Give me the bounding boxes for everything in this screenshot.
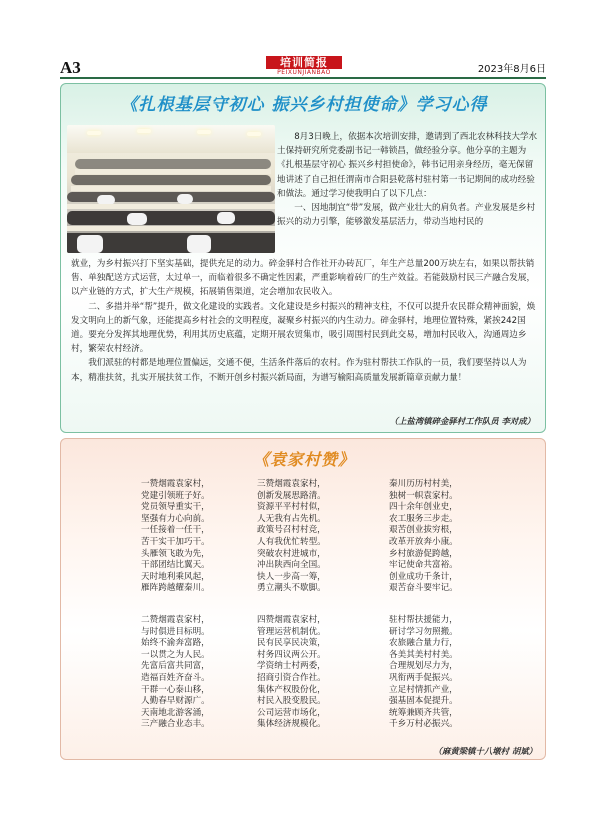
poem-line: 政策号召村村竞， xyxy=(257,525,326,536)
poem-line: 一赞烟霞袁家村， xyxy=(141,479,210,489)
meeting-photo xyxy=(67,125,275,253)
poem-line: 牢记使命共富裕。 xyxy=(389,560,458,571)
poem-line: 集体产权股份化， xyxy=(257,684,326,695)
poem-line: 研讨学习勿照搬。 xyxy=(389,626,458,637)
poem-line: 四赞烟霞袁家村， xyxy=(257,615,326,625)
poem-line: 突破农村进城市， xyxy=(257,548,326,559)
poem-line: 资源平平村村似， xyxy=(257,502,326,513)
poem-line: 坚强有力心向前。 xyxy=(141,513,210,524)
poem-line: 干群一心泰山移， xyxy=(141,684,210,695)
poem-line: 学资纳士村两委， xyxy=(257,661,326,672)
poem-line: 立足村情抓产业， xyxy=(389,684,458,695)
page-header xyxy=(60,58,546,76)
poem-line: 管理运营机制优。 xyxy=(257,626,326,637)
paragraph: 一、因地制宜“带”发展，做产业壮大的肩负者。产业发展是乡村振兴的动力引擎，能够激发基层活力，带动当地村民的 xyxy=(277,203,536,228)
poem-line: 头雁领飞敢为先， xyxy=(141,548,210,559)
poem-line: 党员领导重实干， xyxy=(141,502,210,513)
poem-line: 四十余年创业史， xyxy=(389,502,458,513)
poem-line: 干部团结比翼天。 xyxy=(141,560,210,571)
paragraph: 8月3日晚上，依据本次培训安排，邀请到了西北农林科技大学水土保持研究所党委副书记一韩锁昌，做经验分享。他分享的主题为《扎根基层守初心 振兴乡村担使命》，韩书记用亲身经历，毫无保留地讲述了自己担任渭南市合阳县乾落村驻村第一书记期间的成功经验和做法。通过学习使我明白了以下几点： xyxy=(277,132,538,199)
poem-line: 快人一步高一筹， xyxy=(257,571,326,582)
article-body-upper xyxy=(277,130,539,229)
poem-line: 三产融合业态丰。 xyxy=(141,719,210,730)
poem-line: 各美其美村村美。 xyxy=(389,649,458,660)
issue-date: 2023年8月6日 xyxy=(477,64,546,75)
poem-line: 三赞烟霞袁家村， xyxy=(257,479,326,489)
poem-line: 秦川历历村村美， xyxy=(389,479,458,489)
poem-line: 艰苦创业拔穷根， xyxy=(389,525,458,536)
poem-line: 创业成功千条计， xyxy=(389,571,458,582)
poem-line: 农工服务三步走。 xyxy=(389,513,458,524)
poem-line: 人无我有占先机。 xyxy=(257,513,326,524)
poem-line: 与时俱进目标明。 xyxy=(141,626,210,637)
poem-line: 统筹兼顾齐共管， xyxy=(389,707,458,718)
poem-line: 人勤春早财源广。 xyxy=(141,696,210,707)
masthead xyxy=(266,56,342,78)
poem-line: 乡村旅游促跨越， xyxy=(389,548,458,559)
poem-stanza xyxy=(141,479,210,595)
poem-line: 公司运营市场化， xyxy=(257,707,326,718)
poem-line: 雁阵跨越耀秦川。 xyxy=(141,583,210,594)
author-byline: （上盐湾镇碎金驿村工作队员 李对成） xyxy=(389,416,535,426)
page-number: A3 xyxy=(60,58,81,77)
poem-line: 民有民享民决策， xyxy=(257,638,326,649)
poem-line: 人有我优忙转型。 xyxy=(257,536,326,547)
poem-line: 冲出陕西向全国。 xyxy=(257,560,326,571)
poem-line: 一以贯之为人民。 xyxy=(141,649,210,660)
paragraph: 我们派驻的村都是地理位置偏远，交通不便，生活条件落后的农村。作为驻村帮扶工作队的一员，我们要坚持以人为本，精准扶贫，扎实开展扶贫工作，不断开创乡村振兴新局面，为谱写榆阳高质量发展新篇章贡献力量！ xyxy=(71,358,527,383)
poem-line: 艰苦奋斗要牢记。 xyxy=(389,583,458,594)
masthead-title: 培训简报 xyxy=(266,56,342,69)
poem-line: 一任接着一任干， xyxy=(141,525,210,536)
poem-line: 招商引资合作社。 xyxy=(257,672,326,683)
poem-line: 巩衔两手促振兴。 xyxy=(389,672,458,683)
header-divider xyxy=(60,77,546,79)
poem-line: 天时地利乘风起， xyxy=(141,571,210,582)
poem-line: 村民入股变股民。 xyxy=(257,696,326,707)
article-learning-notes xyxy=(60,83,546,433)
paragraph: 二、多措并举“帮”提升，做文化建设的实践者。文化建设是乡村振兴的精神支柱，不仅可以提升农民群众精神面貌，焕发文明向上的新气象，还能提高乡村社会的文明程度，凝聚乡村振兴的内生动力。碎金驿村，地理位置特殊，紧挨242国道。要充分发挥其地理优势，利用其历史底蕴，定期开展农贸集市，吸引周围村民到此交易，增加村民收入，沟通周边乡村，繁荣农村经济。 xyxy=(71,301,536,355)
poem-line: 天南地北游客涌， xyxy=(141,707,210,718)
paragraph: 就业，为乡村振兴打下坚实基础，提供充足的动力。碎金驿村合作社开办砖瓦厂，年生产总量200万块左右，如果以帮扶销售、单独配送方式运营，太过单一，而临着很多不确定性因素，严重影响着砖厂的生产效益。若能鼓励村民三产融合发展，以产业链的方式，扩大生产规模，拓展销售渠道，定会增加农民收入。 xyxy=(71,259,536,298)
masthead-pinyin: PEIXUNJIANBAO xyxy=(277,69,331,76)
poem-line: 村务四议两公开。 xyxy=(257,649,326,660)
poem-line: 驻村帮扶援能力， xyxy=(389,615,458,625)
poem-line: 先富后富共同富， xyxy=(141,661,210,672)
poem-line: 集体经济规模化。 xyxy=(257,719,326,730)
article-title: 《扎根基层守初心 振兴乡村担使命》学习心得 xyxy=(120,95,488,115)
poem-line: 农旅融合量力行， xyxy=(389,638,458,649)
poem-line: 创新发展思路清。 xyxy=(257,490,326,501)
poem-line: 千乡万村必振兴。 xyxy=(389,719,458,730)
poem-line: 二赞烟霞袁家村， xyxy=(141,615,210,625)
poem-line: 合理规划尽力为， xyxy=(389,661,458,672)
article-body-lower xyxy=(71,257,539,385)
poem-stanza xyxy=(257,615,326,731)
poem-line: 党建引领班子好。 xyxy=(141,490,210,501)
poem-line: 苦干实干加巧干。 xyxy=(141,536,210,547)
poem-line: 改革开放奔小康。 xyxy=(389,536,458,547)
poem-stanza xyxy=(141,615,210,731)
poem-stanza xyxy=(257,479,326,595)
poem-line: 独树一帜袁家村。 xyxy=(389,490,458,501)
poem-stanza xyxy=(389,479,458,595)
poem-title: 《袁家村赞》 xyxy=(252,450,355,469)
poem-line: 勇立潮头不歇脚。 xyxy=(257,583,326,594)
poem-line: 始终不渝奔富路， xyxy=(141,638,210,649)
poem-line: 造福百姓齐奋斗。 xyxy=(141,672,210,683)
poem-yuanjia-village xyxy=(60,438,546,760)
author-byline: （麻黄梁镇十八墩村 胡斌） xyxy=(433,746,537,756)
poem-stanza xyxy=(389,615,458,731)
poem-line: 强基固本促提升。 xyxy=(389,696,458,707)
